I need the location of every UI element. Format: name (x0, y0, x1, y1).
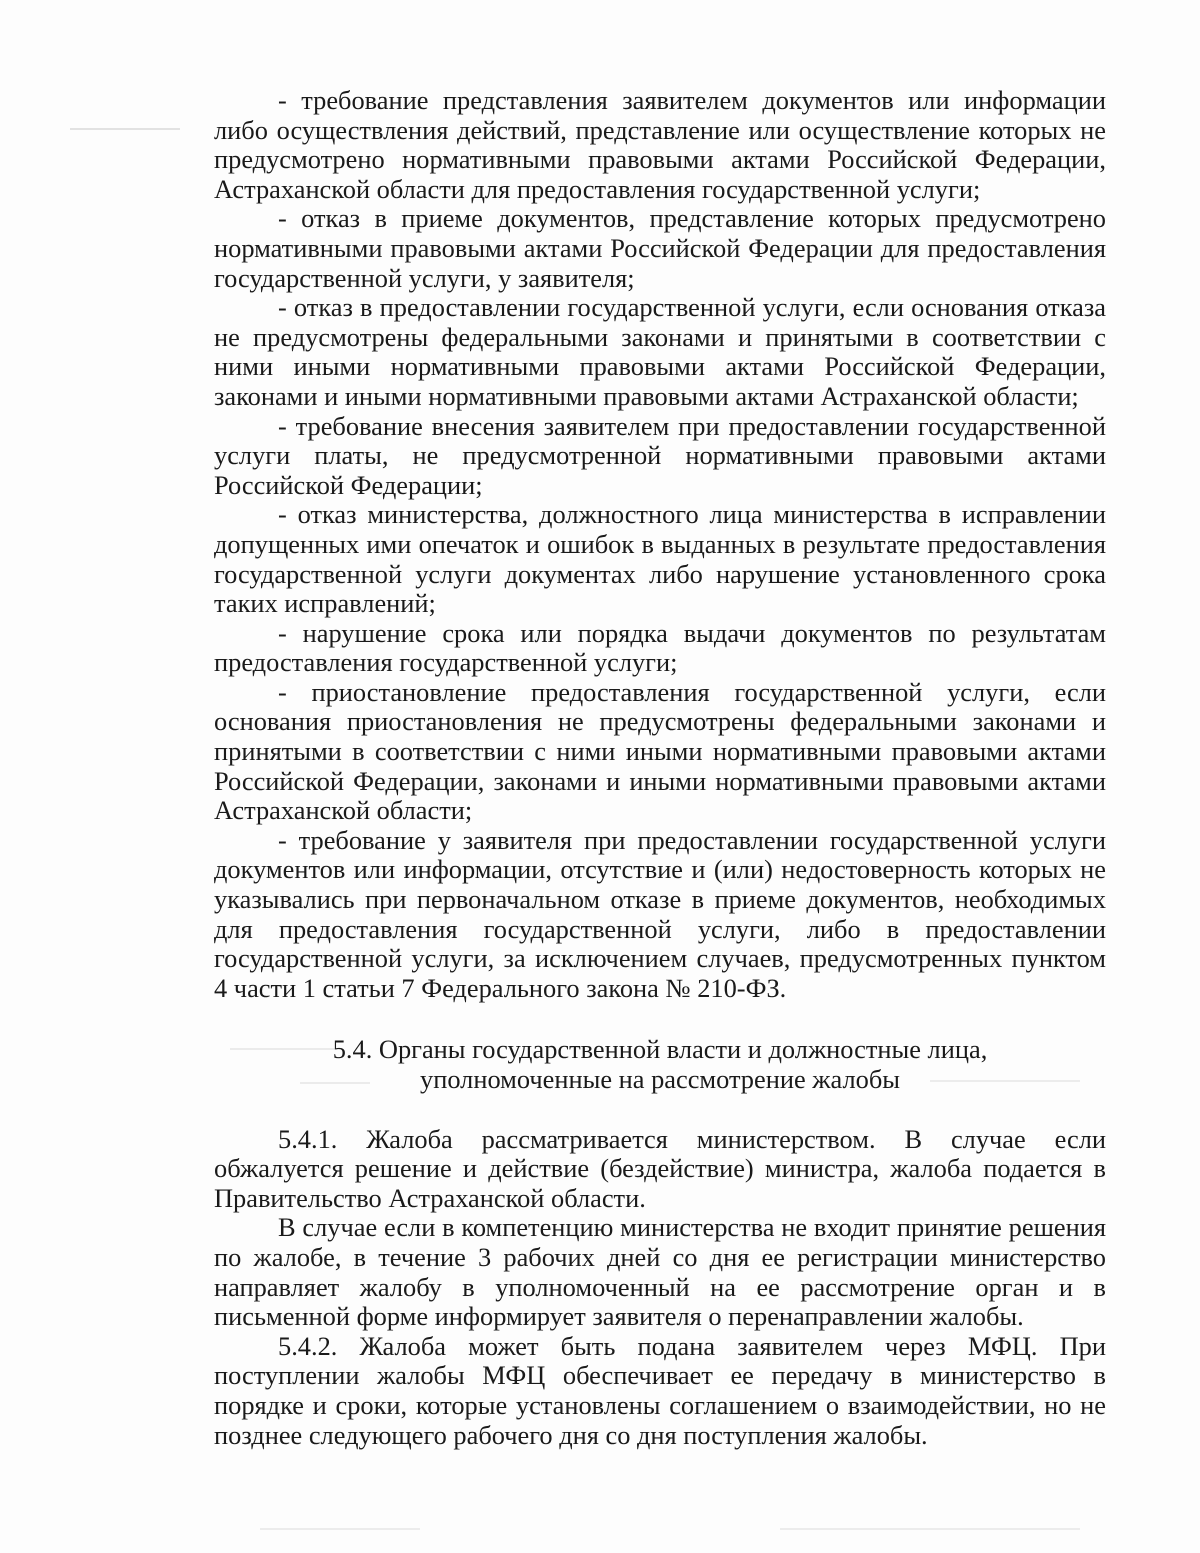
paragraph: В случае если в компетенцию министерства не входит принятие решения по жалобе, в течение 3 рабочих дней со дня ее регистрации министерство направляет жалобу в уполномоченный на ее рассмотрение орган и в письменной форме информирует заявителя о перенаправлении жалобы. (214, 1212, 1106, 1332)
list-item: - отказ министерства, должностного лица министерства в исправлении допущенных ими опечаток и ошибок в выданных в результате предоставления государственной услуги документах либо нарушение установленного срока таких исправлений; (214, 499, 1106, 619)
list-item: - требование представления заявителем документов или информации либо осуществления действий, представление или осуществление которых не предусмотрено нормативными правовыми актами Российской Федерации, Астраханской области для предоставления государственной услуги; (214, 85, 1106, 204)
list-item: - приостановление предоставления государственной услуги, если основания приостановления не предусмотрены федеральными законами и принятыми в соответствии с ними иными нормативными правовыми актами Российской Федерации, законами и иными нормативными правовыми актами Астраханской области; (214, 676, 1106, 826)
paragraph: 5.4.1. Жалоба рассматривается министерством. В случае если обжалуется решение и действие (бездействие) министра, жалоба подается в Правительство Астраханской области. (214, 1123, 1106, 1213)
list-item: - требование внесения заявителем при предоставлении государственной услуги платы, не предусмотренной нормативными правовыми актами Российской Федерации; (214, 410, 1106, 500)
paragraph: 5.4.2. Жалоба может быть подана заявителем через МФЦ. При поступлении жалобы МФЦ обеспечивает ее передачу в министерство в порядке и сроки, которые установлены соглашением о взаимодействии, но не позднее следующего рабочего дня со дня поступления жалобы. (214, 1330, 1106, 1450)
list-item: - требование у заявителя при предоставлении государственной услуги документов или информации, отсутствие и (или) недостоверность которых не указывались при первоначальном отказе в приеме документов, необходимых для предоставления государственной услуги, либо в предоставлении государственной услуги, за исключением случаев, предусмотренных пунктом 4 части 1 статьи 7 Федерального закона № 210-ФЗ. (214, 824, 1106, 1003)
list-item: - отказ в предоставлении государственной услуги, если основания отказа не предусмотрены федеральными законами и принятыми в соответствии с ними иными нормативными правовыми актами Российской Федерации, законами и иными нормативными правовыми актами Астраханской области; (214, 292, 1106, 411)
scan-artifact (260, 1528, 420, 1530)
list-item: - нарушение срока или порядка выдачи документов по результатам предоставления государственной услуги; (214, 617, 1106, 678)
scan-artifact (70, 128, 180, 130)
section-heading (214, 1035, 1106, 1094)
scan-artifact (780, 1528, 1080, 1530)
document-body (214, 86, 1106, 1450)
list-item: - отказ в приеме документов, представление которых предусмотрено нормативными правовыми актами Российской Федерации для предоставления государственной услуги, у заявителя; (214, 203, 1106, 293)
section-heading-line: уполномоченные на рассмотрение жалобы (420, 1064, 900, 1094)
section-heading-line: 5.4. Органы государственной власти и должностные лица, (332, 1034, 988, 1065)
